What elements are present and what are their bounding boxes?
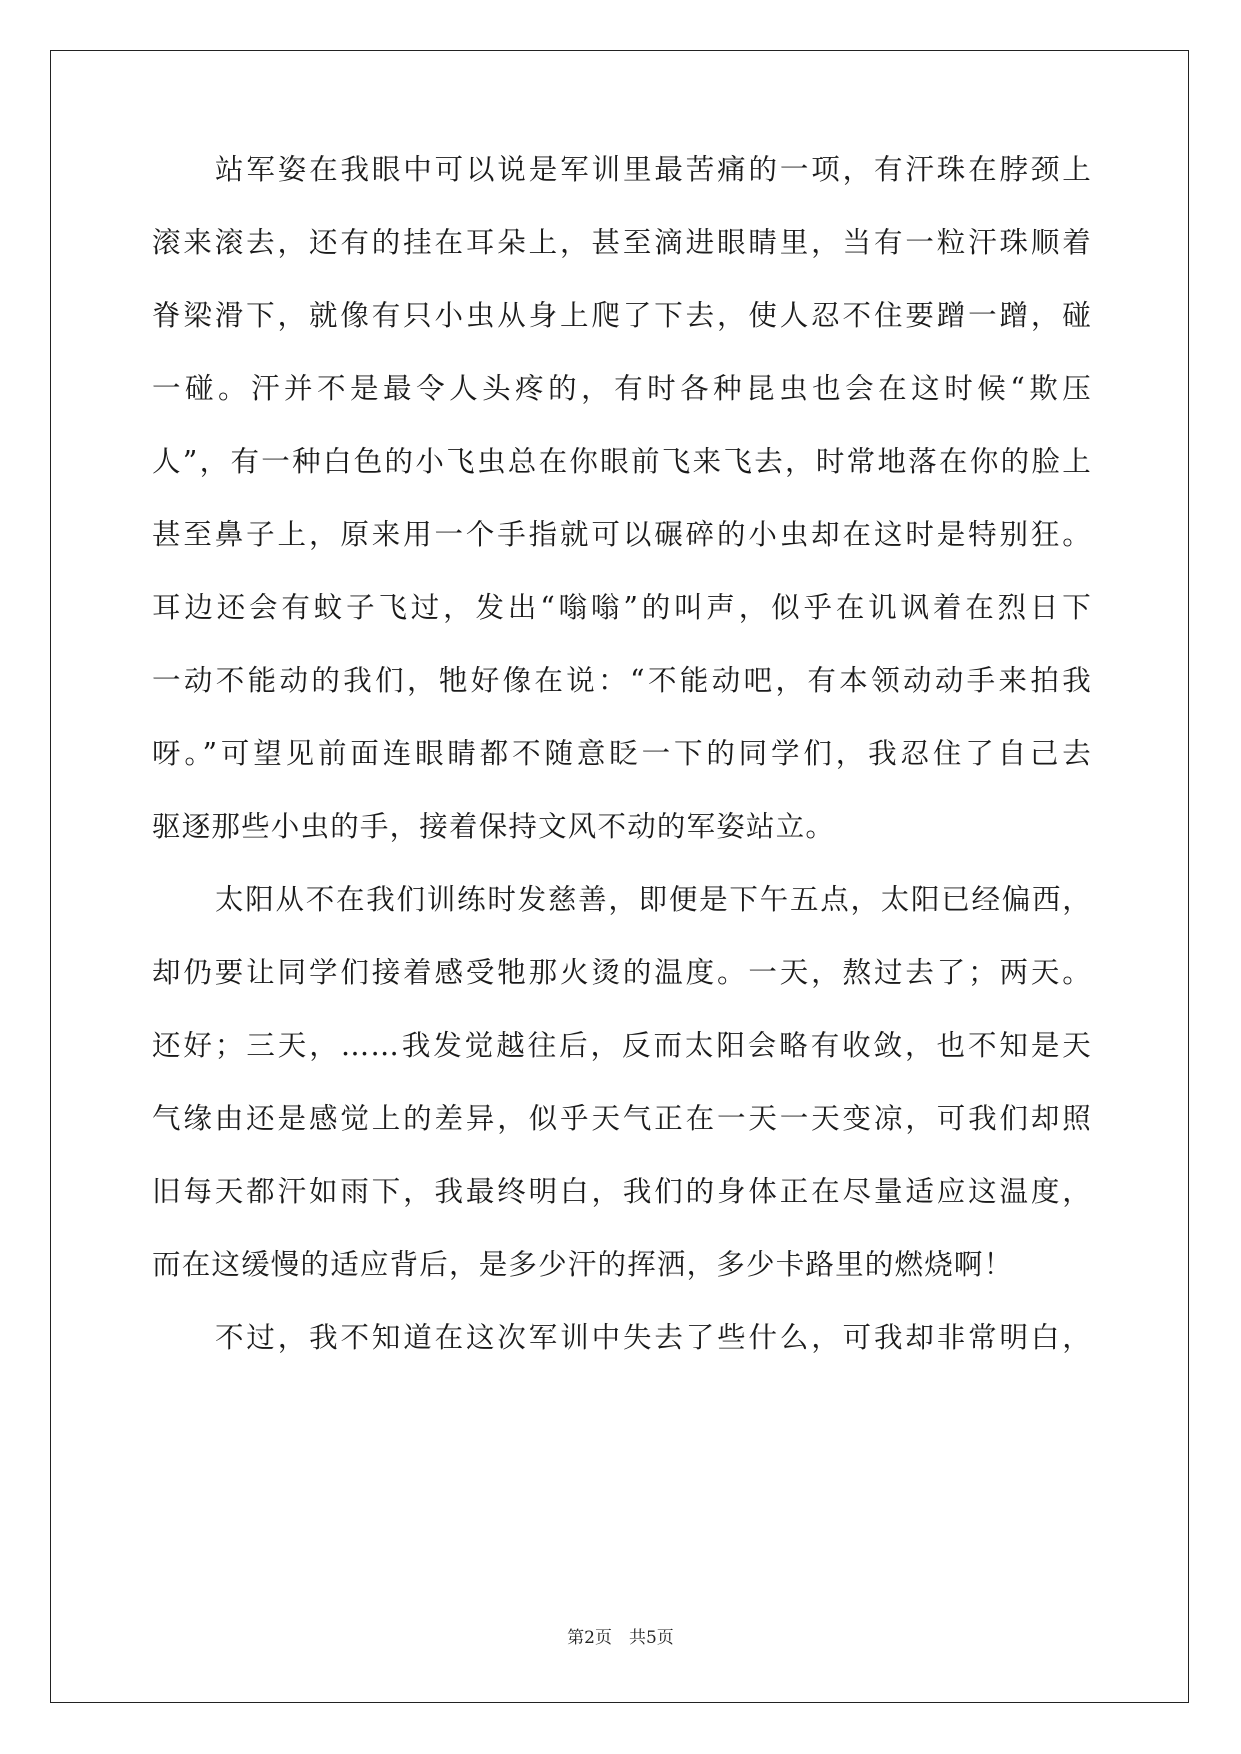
page-number-footer: 第2页 共5页: [567, 1628, 674, 1648]
paragraph-1-line-5: 人”，有一种白色的小飞虫总在你眼前飞来飞去，时常地落在你的脸上: [152, 445, 1092, 478]
paragraph-1-line-9: 呀。”可望见前面连眼睛都不随意眨一下的同学们，我忍住了自己去: [152, 737, 1092, 770]
paragraph-1-line-6: 甚至鼻子上，原来用一个手指就可以碾碎的小虫却在这时是特别狂。: [152, 518, 1092, 551]
paragraph-1-line-7: 耳边还会有蚊子飞过，发出“嗡嗡”的叫声，似乎在讥讽着在烈日下: [152, 591, 1092, 624]
paragraph-2-line-2: 却仍要让同学们接着感受牠那火烫的温度。一天，熬过去了；两天。: [152, 956, 1092, 989]
paragraph-2-line-4: 气缘由还是感觉上的差异，似乎天气正在一天一天变凉，可我们却照: [152, 1102, 1092, 1135]
paragraph-1-line-10: 驱逐那些小虫的手，接着保持文风不动的军姿站立。: [152, 810, 836, 843]
paragraph-2-line-5: 旧每天都汗如雨下，我最终明白，我们的身体正在尽量适应这温度，: [152, 1175, 1092, 1208]
paragraph-3-line-1: 不过，我不知道在这次军训中失去了些什么，可我却非常明白，: [215, 1321, 1092, 1354]
paragraph-2-line-3: 还好；三天，……我发觉越往后，反而太阳会略有收敛，也不知是天: [152, 1029, 1092, 1062]
paragraph-2-line-6: 而在这缓慢的适应背后，是多少汗的挥洒，多少卡路里的燃烧啊！: [152, 1248, 1014, 1281]
paragraph-1-line-2: 滚来滚去，还有的挂在耳朵上，甚至滴进眼睛里，当有一粒汗珠顺着: [152, 226, 1092, 259]
paragraph-1-line-3: 脊梁滑下，就像有只小虫从身上爬了下去，使人忍不住要蹭一蹭，碰: [152, 299, 1092, 332]
paragraph-1-line-8: 一动不能动的我们，牠好像在说：“不能动吧，有本领动动手来拍我: [152, 664, 1092, 697]
paragraph-1-line-4: 一碰。汗并不是最令人头疼的，有时各种昆虫也会在这时候“欺压: [152, 372, 1092, 405]
paragraph-1-line-1: 站军姿在我眼中可以说是军训里最苦痛的一项，有汗珠在脖颈上: [215, 153, 1092, 186]
paragraph-2-line-1: 太阳从不在我们训练时发慈善，即便是下午五点，太阳已经偏西，: [215, 883, 1092, 916]
